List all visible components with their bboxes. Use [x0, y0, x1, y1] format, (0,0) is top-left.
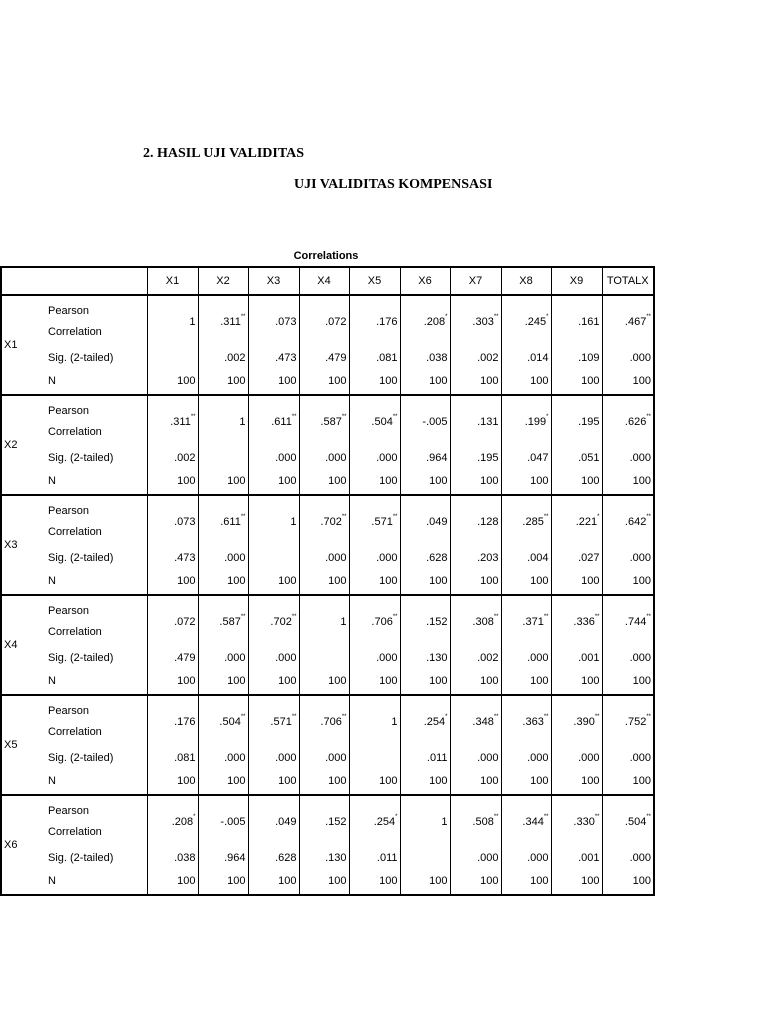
table-cell: .002: [147, 448, 198, 468]
table-cell: 100: [551, 668, 602, 695]
significance-marker: **: [646, 414, 651, 420]
table-cell: .051: [551, 448, 602, 468]
significance-marker: **: [646, 614, 651, 620]
statistic-label: Pearson Correlation: [48, 705, 102, 738]
table-cell: 100: [299, 568, 349, 595]
significance-marker: **: [493, 314, 499, 320]
table-row: [1, 368, 654, 395]
significance-marker: **: [240, 514, 246, 520]
table-cell: 100: [501, 868, 551, 895]
table-cell: .308**: [450, 595, 501, 648]
table-row: [1, 595, 654, 648]
table-cell: .000: [602, 648, 654, 668]
table-cell: .611**: [248, 395, 299, 448]
significance-marker: *: [193, 814, 196, 820]
table-cell: .390**: [551, 695, 602, 748]
table-cell: .002: [450, 648, 501, 668]
table-cell: .128: [450, 495, 501, 548]
table-cell: 100: [551, 368, 602, 395]
table-cell: 100: [501, 768, 551, 795]
table-cell: .001: [551, 848, 602, 868]
table-cell: .000: [299, 748, 349, 768]
table-cell: 100: [400, 468, 450, 495]
table-cell: .245*: [501, 295, 551, 348]
table-cell: .002: [450, 348, 501, 368]
table-cell: .642**: [602, 495, 654, 548]
table-cell: .047: [501, 448, 551, 468]
significance-marker: **: [543, 614, 549, 620]
table-cell: .000: [551, 748, 602, 768]
table-cell: 100: [299, 468, 349, 495]
table-cell: .285**: [501, 495, 551, 548]
table-cell: .176: [349, 295, 400, 348]
column-header: X6: [400, 267, 450, 295]
table-cell: 100: [551, 568, 602, 595]
table-cell: .587**: [299, 395, 349, 448]
table-cell: 100: [450, 868, 501, 895]
table-cell: .161: [551, 295, 602, 348]
table-cell: .081: [147, 748, 198, 768]
table-cell: 100: [147, 768, 198, 795]
table-cell: 100: [400, 768, 450, 795]
statistic-label: Sig. (2-tailed): [48, 852, 114, 864]
table-cell: .473: [248, 348, 299, 368]
table-cell: -.005: [400, 395, 450, 448]
table-cell: 100: [299, 868, 349, 895]
table-cell: .002: [198, 348, 248, 368]
table-cell: 1: [299, 595, 349, 648]
table-cell: 100: [349, 568, 400, 595]
table-cell: 100: [501, 668, 551, 695]
statistic-label: Sig. (2-tailed): [48, 652, 114, 664]
table-cell: .571**: [349, 495, 400, 548]
table-cell: 100: [248, 768, 299, 795]
significance-marker: *: [546, 314, 549, 320]
table-cell: 100: [602, 868, 654, 895]
table-cell: 100: [147, 868, 198, 895]
significance-marker: **: [392, 514, 398, 520]
header-row: [1, 267, 654, 295]
table-cell: .011: [349, 848, 400, 868]
table-cell: .000: [299, 548, 349, 568]
table-cell: 100: [349, 368, 400, 395]
table-row: [1, 495, 654, 548]
table-cell: 100: [147, 668, 198, 695]
table-cell: 100: [602, 568, 654, 595]
table-cell: 100: [551, 768, 602, 795]
table-cell: .311**: [198, 295, 248, 348]
table-cell: 100: [198, 468, 248, 495]
table-cell: .109: [551, 348, 602, 368]
significance-marker: **: [646, 714, 651, 720]
significance-marker: **: [341, 514, 347, 520]
significance-marker: **: [341, 414, 347, 420]
table-cell: .504**: [198, 695, 248, 748]
table-cell: .081: [349, 348, 400, 368]
table-cell: 100: [450, 368, 501, 395]
table-cell: [198, 448, 248, 468]
table-cell: .014: [501, 348, 551, 368]
table-cell: .000: [450, 748, 501, 768]
table-cell: 1: [349, 695, 400, 748]
table-row: [1, 295, 654, 348]
table-cell: 100: [602, 668, 654, 695]
table-cell: 100: [248, 868, 299, 895]
table-cell: 100: [198, 668, 248, 695]
section-heading: 2. HASIL UJI VALIDITAS: [143, 146, 305, 161]
significance-marker: **: [646, 314, 651, 320]
table-cell: [349, 748, 400, 768]
table-cell: .628: [248, 848, 299, 868]
table-cell: 100: [450, 468, 501, 495]
table-title: UJI VALIDITAS KOMPENSASI: [294, 177, 493, 192]
variable-label: X6: [1, 795, 46, 895]
table-cell: .049: [248, 795, 299, 848]
table-cell: 100: [248, 568, 299, 595]
table-cell: 100: [299, 668, 349, 695]
significance-marker: *: [445, 714, 448, 720]
table-cell: .208*: [147, 795, 198, 848]
significance-marker: **: [341, 714, 347, 720]
table-cell: .504**: [349, 395, 400, 448]
column-header: X3: [248, 267, 299, 295]
table-cell: .628: [400, 548, 450, 568]
table-cell: .073: [147, 495, 198, 548]
table-cell: .254*: [349, 795, 400, 848]
table-cell: .330**: [551, 795, 602, 848]
table-cell: .130: [299, 848, 349, 868]
table-row: [1, 848, 654, 868]
table-cell: .752**: [602, 695, 654, 748]
table-cell: .072: [147, 595, 198, 648]
table-cell: .744**: [602, 595, 654, 648]
table-caption: Correlations: [293, 250, 359, 262]
table-cell: .000: [602, 448, 654, 468]
table-cell: 100: [349, 868, 400, 895]
statistic-label: Pearson Correlation: [48, 305, 102, 338]
table-cell: 100: [147, 468, 198, 495]
significance-marker: **: [543, 514, 549, 520]
table-row: [1, 548, 654, 568]
table-cell: .208*: [400, 295, 450, 348]
table-cell: .000: [248, 748, 299, 768]
table-cell: 100: [602, 368, 654, 395]
table-cell: 100: [299, 368, 349, 395]
table-cell: .199*: [501, 395, 551, 448]
table-cell: 100: [400, 568, 450, 595]
table-cell: [248, 548, 299, 568]
table-row: [1, 768, 654, 795]
significance-marker: **: [392, 414, 398, 420]
significance-marker: **: [493, 714, 499, 720]
table-cell: .195: [450, 448, 501, 468]
table-cell: .571**: [248, 695, 299, 748]
table-cell: .221*: [551, 495, 602, 548]
statistic-label: N: [46, 368, 147, 395]
table-cell: 100: [198, 368, 248, 395]
column-header: TOTALX: [602, 267, 654, 295]
table-cell: .131: [450, 395, 501, 448]
table-cell: 100: [248, 668, 299, 695]
variable-label: X5: [1, 695, 46, 795]
statistic-label: Sig. (2-tailed): [48, 752, 114, 764]
table-row: [1, 748, 654, 768]
table-cell: 100: [299, 768, 349, 795]
column-header: X5: [349, 267, 400, 295]
table-cell: .706**: [299, 695, 349, 748]
statistic-label: Pearson Correlation: [48, 605, 102, 638]
significance-marker: *: [395, 814, 398, 820]
table-cell: 100: [147, 368, 198, 395]
significance-marker: **: [594, 614, 600, 620]
table-cell: .611**: [198, 495, 248, 548]
table-cell: 100: [198, 768, 248, 795]
table-cell: .344**: [501, 795, 551, 848]
table-cell: .000: [299, 448, 349, 468]
significance-marker: *: [597, 514, 600, 520]
table-cell: .000: [501, 648, 551, 668]
table-cell: .195: [551, 395, 602, 448]
table-cell: .176: [147, 695, 198, 748]
column-header: X1: [147, 267, 198, 295]
table-cell: .073: [248, 295, 299, 348]
table-cell: 100: [400, 668, 450, 695]
table-cell: 100: [349, 768, 400, 795]
significance-marker: **: [240, 714, 246, 720]
table-cell: -.005: [198, 795, 248, 848]
column-header: X2: [198, 267, 248, 295]
table-cell: 100: [602, 468, 654, 495]
table-cell: .303**: [450, 295, 501, 348]
statistic-label: Pearson Correlation: [48, 405, 102, 438]
table-cell: .000: [349, 548, 400, 568]
table-cell: .000: [602, 348, 654, 368]
table-cell: 100: [198, 568, 248, 595]
table-cell: .467**: [602, 295, 654, 348]
table-cell: .000: [501, 748, 551, 768]
significance-marker: **: [646, 514, 651, 520]
table-row: [1, 795, 654, 848]
table-row: [1, 448, 654, 468]
table-cell: 100: [450, 568, 501, 595]
table-row: [1, 468, 654, 495]
table-cell: [299, 648, 349, 668]
table-cell: 100: [248, 368, 299, 395]
statistic-label: N: [46, 868, 147, 895]
table-cell: 1: [400, 795, 450, 848]
table-cell: .038: [147, 848, 198, 868]
statistic-label: Sig. (2-tailed): [48, 352, 114, 364]
table-cell: .363**: [501, 695, 551, 748]
table-cell: 100: [400, 868, 450, 895]
table-cell: .000: [450, 848, 501, 868]
table-cell: .072: [299, 295, 349, 348]
column-header: X8: [501, 267, 551, 295]
table-cell: .000: [602, 548, 654, 568]
table-cell: .626**: [602, 395, 654, 448]
table-cell: 100: [501, 568, 551, 595]
table-cell: .371**: [501, 595, 551, 648]
statistic-label: N: [46, 568, 147, 595]
statistic-label: Pearson Correlation: [48, 505, 102, 538]
table-cell: 1: [198, 395, 248, 448]
table-cell: 1: [248, 495, 299, 548]
significance-marker: **: [594, 814, 600, 820]
correlations-table: [0, 266, 655, 896]
table-cell: .706**: [349, 595, 400, 648]
significance-marker: **: [190, 414, 196, 420]
table-cell: .000: [602, 848, 654, 868]
statistic-label: N: [46, 468, 147, 495]
table-cell: .702**: [248, 595, 299, 648]
table-cell: .508**: [450, 795, 501, 848]
table-cell: 100: [349, 668, 400, 695]
table-row: [1, 568, 654, 595]
table-cell: .152: [400, 595, 450, 648]
table-cell: .336**: [551, 595, 602, 648]
table-cell: 100: [198, 868, 248, 895]
statistic-label: N: [46, 668, 147, 695]
table-cell: .479: [299, 348, 349, 368]
table-row: [1, 395, 654, 448]
table-cell: 100: [602, 768, 654, 795]
significance-marker: **: [291, 414, 297, 420]
table-cell: .130: [400, 648, 450, 668]
table-cell: .049: [400, 495, 450, 548]
table-cell: 1: [147, 295, 198, 348]
table-cell: .311**: [147, 395, 198, 448]
significance-marker: *: [445, 314, 448, 320]
statistic-label: Sig. (2-tailed): [48, 452, 114, 464]
table-cell: 100: [551, 868, 602, 895]
table-cell: .587**: [198, 595, 248, 648]
table-cell: .504**: [602, 795, 654, 848]
column-header: X4: [299, 267, 349, 295]
table-cell: 100: [349, 468, 400, 495]
table-row: [1, 695, 654, 748]
table-cell: 100: [450, 668, 501, 695]
table-cell: .000: [198, 648, 248, 668]
table-cell: 100: [248, 468, 299, 495]
table-cell: 100: [501, 368, 551, 395]
variable-label: X4: [1, 595, 46, 695]
table-cell: .702**: [299, 495, 349, 548]
table-cell: .000: [602, 748, 654, 768]
variable-label: X1: [1, 295, 46, 395]
header-corner: [1, 267, 147, 295]
table-cell: [400, 848, 450, 868]
significance-marker: **: [594, 714, 600, 720]
table-cell: 100: [450, 768, 501, 795]
significance-marker: **: [543, 714, 549, 720]
table-cell: .000: [198, 548, 248, 568]
table-cell: .203: [450, 548, 501, 568]
table-cell: .011: [400, 748, 450, 768]
table-cell: .000: [248, 448, 299, 468]
table-cell: 100: [501, 468, 551, 495]
table-cell: .000: [501, 848, 551, 868]
significance-marker: **: [493, 814, 499, 820]
table-cell: .000: [349, 448, 400, 468]
table-cell: 100: [551, 468, 602, 495]
table-cell: .473: [147, 548, 198, 568]
significance-marker: **: [392, 614, 398, 620]
table-cell: .152: [299, 795, 349, 848]
statistic-label: Sig. (2-tailed): [48, 552, 114, 564]
table-cell: 100: [400, 368, 450, 395]
variable-label: X3: [1, 495, 46, 595]
significance-marker: **: [543, 814, 549, 820]
table-cell: .000: [248, 648, 299, 668]
significance-marker: **: [646, 814, 651, 820]
table-row: [1, 868, 654, 895]
table-cell: .000: [198, 748, 248, 768]
statistic-label: Pearson Correlation: [48, 805, 102, 838]
significance-marker: **: [240, 314, 246, 320]
significance-marker: **: [240, 614, 246, 620]
significance-marker: **: [291, 614, 297, 620]
significance-marker: **: [493, 614, 499, 620]
variable-label: X2: [1, 395, 46, 495]
statistic-label: N: [46, 768, 147, 795]
table-cell: .964: [198, 848, 248, 868]
column-header: X7: [450, 267, 501, 295]
table-cell: 100: [147, 568, 198, 595]
table-cell: .000: [349, 648, 400, 668]
table-cell: .027: [551, 548, 602, 568]
column-header: X9: [551, 267, 602, 295]
table-cell: .004: [501, 548, 551, 568]
table-row: [1, 348, 654, 368]
table-cell: [147, 348, 198, 368]
table-cell: .964: [400, 448, 450, 468]
table-cell: .038: [400, 348, 450, 368]
table-row: [1, 648, 654, 668]
significance-marker: *: [546, 414, 549, 420]
table-cell: .479: [147, 648, 198, 668]
table-row: [1, 668, 654, 695]
significance-marker: **: [291, 714, 297, 720]
table-cell: .001: [551, 648, 602, 668]
table-cell: .254*: [400, 695, 450, 748]
table-cell: .348**: [450, 695, 501, 748]
